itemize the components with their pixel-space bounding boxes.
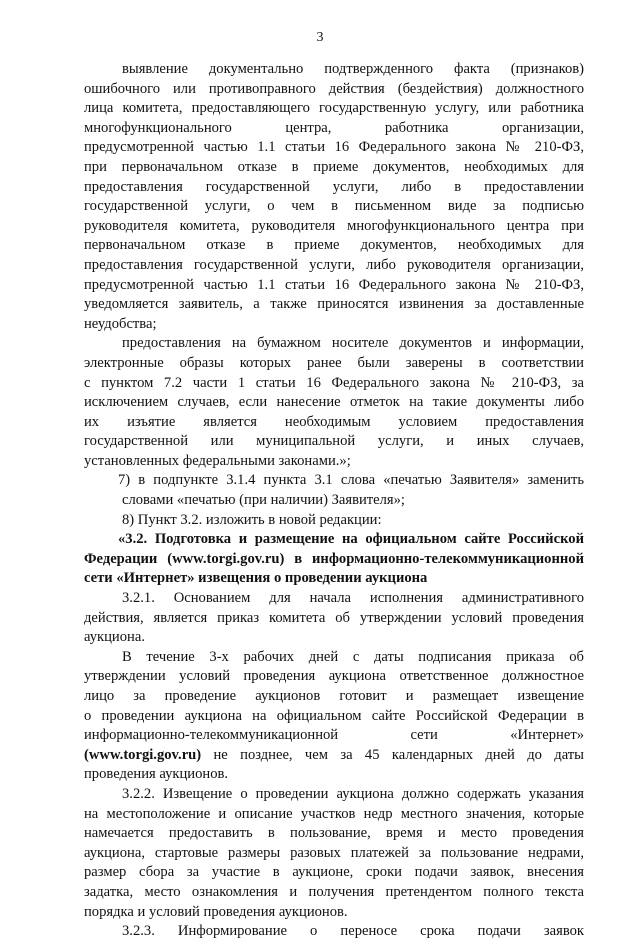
text-line: предусмотренной частью 1.1 статьи 16 Федерального закона № 210-ФЗ, <box>84 276 584 293</box>
text-line: государственной или муниципальной услуги, и иных случаев, <box>84 433 584 450</box>
text-line: многофункционального центра, работника организации, <box>84 119 584 136</box>
text-line: действия, является приказ комитета об утверждении условий проведения <box>84 609 584 626</box>
text-line: (www.torgi.gov.ru) не позднее, чем за 45 календарных дней до даты <box>84 746 584 763</box>
bold-link-text: (www.torgi.gov.ru) <box>84 746 202 763</box>
text-line: утверждении условий проведения аукциона ответственное должностное <box>84 668 584 685</box>
text-line: сети «Интернет» извещения о проведении аукциона <box>84 570 428 587</box>
text-line: лицо за проведение аукционов готовит и размещает извещение <box>84 688 584 704</box>
text-line: задатка, место ознакомления и получения претендентом полного текста <box>84 883 584 900</box>
text-line: В течение 3-х рабочих дней с даты подписания приказа об <box>122 648 584 665</box>
text-line: первоначальном отказе в приеме документов, необходимых для <box>84 237 584 254</box>
text-line: при первоначальном отказе в приеме документов, необходимых для <box>84 158 584 175</box>
text-line: о проведении аукциона на официальном сайте Российской Федерации в <box>84 707 584 724</box>
document-body <box>84 60 584 942</box>
text-line: неудобства; <box>84 315 157 332</box>
text-line: предоставления на бумажном носителе документов и информации, <box>122 335 584 352</box>
text-line: электронные образы которых ранее были заверены в соответствии <box>84 354 584 371</box>
text-line: 3.2.3. Информирование о переносе срока подачи заявок <box>122 923 584 940</box>
text-line: установленных федеральными законами.»; <box>84 452 351 469</box>
text-line: аукциона. <box>84 629 145 646</box>
text-line: их изъятие является необходимым условием предоставления <box>84 413 584 430</box>
text-line: руководителя комитета, руководителя многофункционального центра при <box>84 217 584 234</box>
text-line: на местоположение и описание участков недр местного значения, которые <box>84 805 584 822</box>
text-line: Федерации (www.torgi.gov.ru) в информационно-телекоммуникационной <box>84 550 584 567</box>
text-line: ошибочного или противоправного действия (бездействия) должностного <box>84 80 584 97</box>
text-line: информационно-телекоммуникационной сети «Интернет» <box>84 727 584 744</box>
text-line: предусмотренной частью 1.1 статьи 16 Федерального закона № 210-ФЗ, <box>84 139 584 156</box>
text-line: 8) Пункт 3.2. изложить в новой редакции: <box>122 511 382 528</box>
text-line: проведения аукционов. <box>84 766 229 783</box>
text-line: размер сбора за участие в аукционе, сроки подачи заявок, внесения <box>84 864 584 881</box>
text-line: порядка и условий проведения аукционов. <box>84 903 348 920</box>
text-line: лица комитета, предоставляющего государственную услугу, или работника <box>84 100 584 117</box>
text-line: намечается предоставить в пользование, время и место проведения <box>84 825 584 842</box>
text-line: 7) в подпункте 3.1.4 пункта 3.1 слова «печатью Заявителя» заменить <box>118 472 584 489</box>
text-line: государственной услуги, о чем в письменном виде за подписью <box>84 198 584 215</box>
text-line: 3.2.1. Основанием для начала исполнения административного <box>122 590 584 607</box>
text-line: предоставления государственной услуги, либо руководителя организации, <box>84 256 584 273</box>
text-line: уведомляется заявитель, а также приносятся извинения за доставленные <box>84 296 584 313</box>
text-line: выявление документально подтвержденного факта (признаков) <box>122 61 584 77</box>
text-line: 3.2.2. Извещение о проведении аукциона должно содержать указания <box>122 785 584 802</box>
text-line: с пунктом 7.2 части 1 статьи 16 Федерального закона № 210-ФЗ, за <box>84 374 584 391</box>
page-number: 3 <box>316 30 324 45</box>
text-line: предоставления государственной услуги, либо в предоставлении <box>84 178 584 195</box>
text-line: словами «печатью (при наличии) Заявителя»; <box>122 492 405 509</box>
text-line: аукциона, стартовые размеры разовых платежей за пользование недрами, <box>84 844 584 861</box>
text-line: «3.2. Подготовка и размещение на официальном сайте Российской <box>118 531 584 548</box>
text-line: исключением случаев, если нанесение отметок на такие документы либо <box>84 394 584 411</box>
